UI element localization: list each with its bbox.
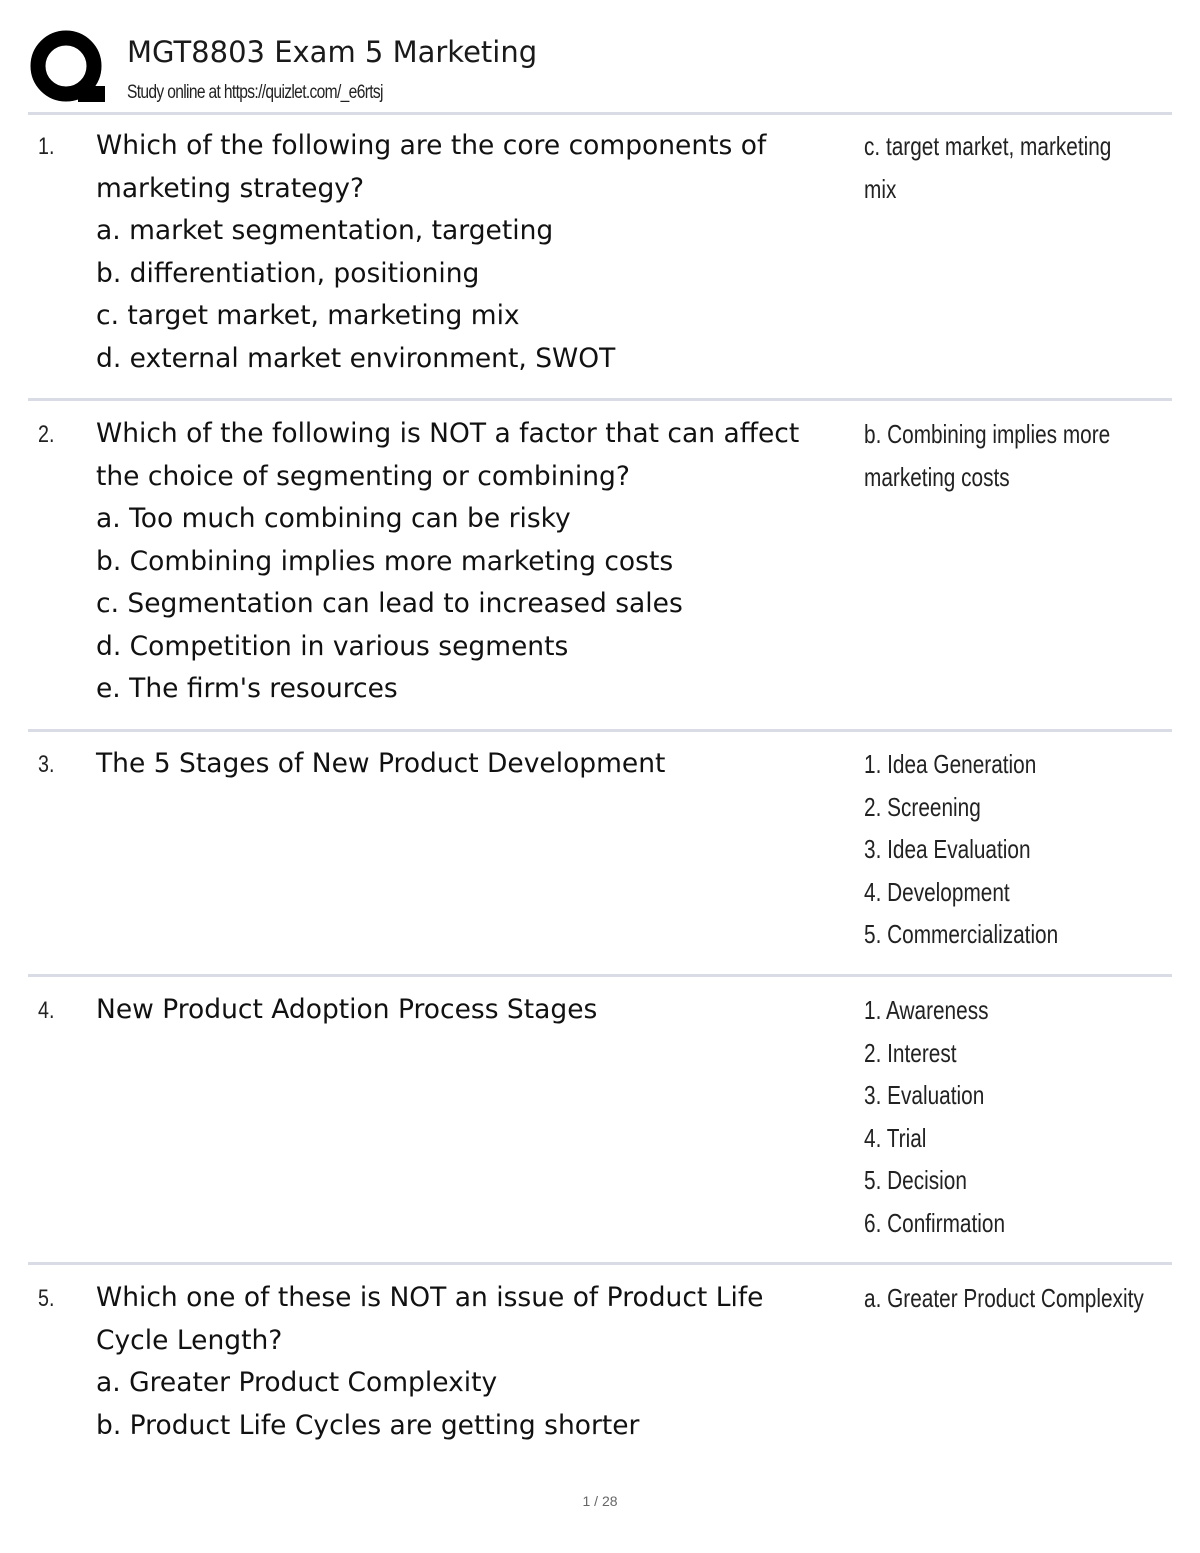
answer-line: 3. Idea Evaluation	[864, 834, 1031, 864]
question-line: a. Too much combining can be risky	[96, 503, 571, 534]
card-answer	[864, 1277, 1152, 1320]
card-question	[96, 743, 856, 786]
answer-line: mix	[864, 173, 897, 204]
answer-line: 4. Development	[864, 876, 1010, 907]
question-line: Which of the following are the core components of	[96, 130, 767, 161]
question-line: b. Product Life Cycles are getting shorter	[96, 1409, 640, 1441]
question-line: New Product Adoption Process Stages	[96, 994, 598, 1025]
card-answer	[864, 989, 1152, 1244]
card-answer	[864, 743, 1152, 956]
question-line: a. Greater Product Complexity	[96, 1367, 498, 1398]
divider	[28, 974, 1172, 977]
page-number: 1 / 28	[582, 1493, 618, 1509]
card-number: 3.	[38, 751, 55, 778]
answer-line: c. target market, marketing	[864, 131, 1112, 161]
card-number: 2.	[38, 421, 55, 448]
card-answer	[864, 125, 1152, 210]
question-line: d. Competition in various segments	[96, 630, 569, 662]
answer-line: 2. Interest	[864, 1037, 957, 1068]
answer-line: 1. Idea Generation	[864, 749, 1037, 779]
card-number: 4.	[38, 997, 55, 1024]
question-line: Which one of these is NOT an issue of Product Life	[96, 1282, 764, 1313]
divider	[28, 1262, 1172, 1265]
question-line: c. target market, marketing mix	[96, 300, 520, 331]
answer-line: 4. Trial	[864, 1122, 927, 1153]
question-line: marketing strategy?	[96, 172, 365, 204]
answer-line: a. Greater Product Complexity	[864, 1283, 1144, 1313]
answer-line: 1. Awareness	[864, 995, 989, 1025]
question-line: Which of the following is NOT a factor that can affect	[96, 418, 800, 449]
question-line: a. market segmentation, targeting	[96, 215, 554, 246]
card-question	[96, 989, 856, 1032]
question-line: c. Segmentation can lead to increased sales	[96, 588, 683, 619]
card-number: 1.	[38, 133, 55, 160]
page-header	[30, 28, 1172, 114]
card-answer	[864, 413, 1152, 498]
question-line: the choice of segmenting or combining?	[96, 460, 630, 492]
quizlet-logo-icon	[30, 28, 110, 108]
card-number: 5.	[38, 1285, 55, 1312]
question-line: The 5 Stages of New Product Development	[96, 748, 666, 779]
card-question	[96, 413, 856, 711]
answer-line: 3. Evaluation	[864, 1080, 985, 1110]
answer-line: 2. Screening	[864, 791, 981, 822]
question-line: e. The firm's resources	[96, 673, 398, 704]
divider	[28, 729, 1172, 732]
answer-line: 5. Commercialization	[864, 919, 1059, 949]
question-line: Cycle Length?	[96, 1324, 283, 1356]
answer-line: b. Combining implies more	[864, 419, 1111, 449]
answer-line: 5. Decision	[864, 1165, 967, 1195]
study-link-text: Study online at https://quizlet.com/_e6rtsj	[127, 82, 383, 103]
card-question	[96, 125, 856, 380]
card-question	[96, 1277, 856, 1447]
question-line: b. Combining implies more marketing costs	[96, 545, 674, 577]
question-line: b. differentiation, positioning	[96, 257, 480, 289]
document-title: MGT8803 Exam 5 Marketing	[127, 35, 538, 69]
answer-line: marketing costs	[864, 461, 1010, 492]
question-line: d. external market environment, SWOT	[96, 342, 616, 374]
divider	[28, 112, 1172, 115]
answer-line: 6. Confirmation	[864, 1207, 1006, 1238]
divider	[28, 398, 1172, 401]
